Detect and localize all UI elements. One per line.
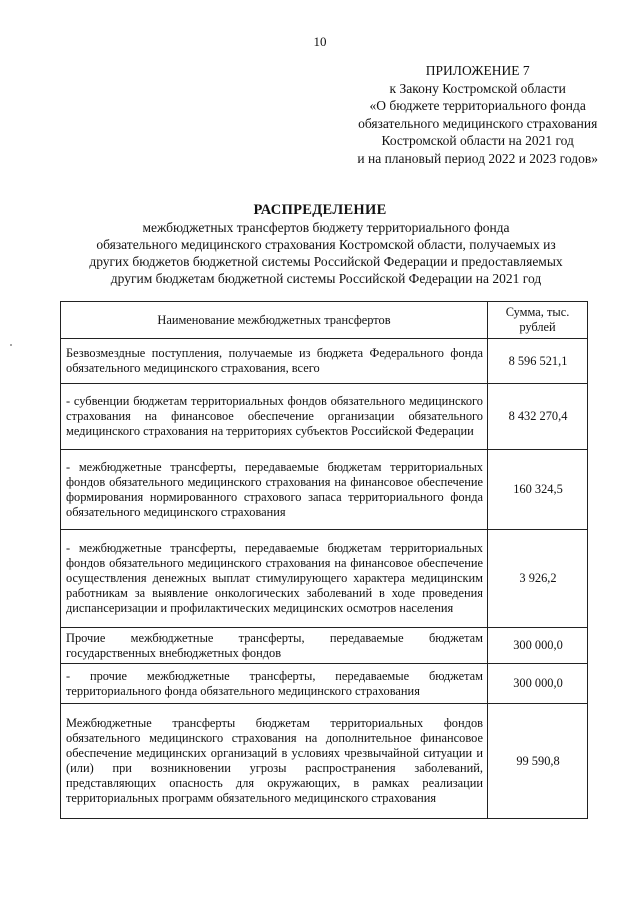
document-title: РАСПРЕДЕЛЕНИЕ (253, 202, 387, 218)
subtitle-line: других бюджетов бюджетной системы Российской Федерации и предоставляемых (89, 254, 563, 269)
header-sum: Сумма, тыс. рублей (488, 302, 588, 339)
table-row (61, 530, 588, 628)
transfer-name: Безвозмездные поступления, получаемые из бюджета Федерального фонда обязательного медицинского страхования, всего (61, 339, 488, 384)
transfer-sum: 99 590,8 (488, 704, 588, 819)
appendix-line: ПРИЛОЖЕНИЕ 7 (425, 63, 530, 78)
transfer-sum: 160 324,5 (488, 450, 588, 530)
transfer-name: - межбюджетные трансферты, передаваемые бюджетам территориальных фондов обязательного медицинского страхования на финансовое обеспечение осуществления денежных выплат стимулирующего характера медицинским работникам за выявление онкологических заболеваний в ходе проведения диспансеризации и профилактических медицинских осмотров населения (61, 530, 488, 628)
table-row (61, 339, 588, 384)
table-row (61, 664, 588, 704)
subtitle-line: межбюджетных трансфертов бюджету территориального фонда (142, 220, 510, 235)
transfer-name: Прочие межбюджетные трансферты, передаваемые бюджетам государственных внебюджетных фондов (61, 628, 488, 664)
transfer-sum: 8 432 270,4 (488, 384, 588, 450)
transfers-table (60, 301, 588, 819)
table-row (61, 704, 588, 819)
appendix-line: и на плановый период 2022 и 2023 годов» (357, 150, 598, 166)
table-row (61, 450, 588, 530)
header-name: Наименование межбюджетных трансфертов (61, 302, 488, 339)
transfer-sum: 8 596 521,1 (488, 339, 588, 384)
appendix-line: к Закону Костромской области (389, 80, 566, 96)
appendix-header (357, 62, 598, 167)
page-number: 10 (313, 34, 327, 49)
document-subtitle (56, 219, 596, 287)
transfer-sum: 300 000,0 (488, 628, 588, 664)
appendix-line: «О бюджете территориального фонда (369, 98, 586, 113)
transfer-name: - прочие межбюджетные трансферты, передаваемые бюджетам территориального фонда обязательного медицинского страхования (61, 664, 488, 704)
transfer-name: Межбюджетные трансферты бюджетам территориальных фондов обязательного медицинского страхования на дополнительное финансовое обеспечение медицинских организаций в условиях чрезвычайной ситуации и (или) при возникновении угрозы распространения заболеваний, представляющих опасность для окружающих, в рамках реализации территориальных программ обязательного медицинского страхования (61, 704, 488, 819)
transfer-name: - межбюджетные трансферты, передаваемые бюджетам территориальных фондов обязательного медицинского страхования на финансовое обеспечение формирования нормированного страхового запаса территориального фонда обязательного медицинского страхования (61, 450, 488, 530)
appendix-line: Костромской области на 2021 год (381, 133, 574, 148)
transfer-name: - субвенции бюджетам территориальных фондов обязательного медицинского страхования на финансовое обеспечение организации обязательного медицинского страхования на территориях субъектов Российской Федерации (61, 384, 488, 450)
table-row (61, 628, 588, 664)
table-row (61, 384, 588, 450)
table-header-row (61, 302, 588, 339)
transfer-sum: 300 000,0 (488, 664, 588, 704)
subtitle-line: обязательного медицинского страхования Костромской области, получаемых из (96, 237, 556, 252)
transfer-sum: 3 926,2 (488, 530, 588, 628)
subtitle-line: другим бюджетам бюджетной системы Российской Федерации на 2021 год (110, 271, 542, 286)
appendix-line: обязательного медицинского страхования (358, 115, 598, 131)
scan-mark (10, 344, 12, 346)
